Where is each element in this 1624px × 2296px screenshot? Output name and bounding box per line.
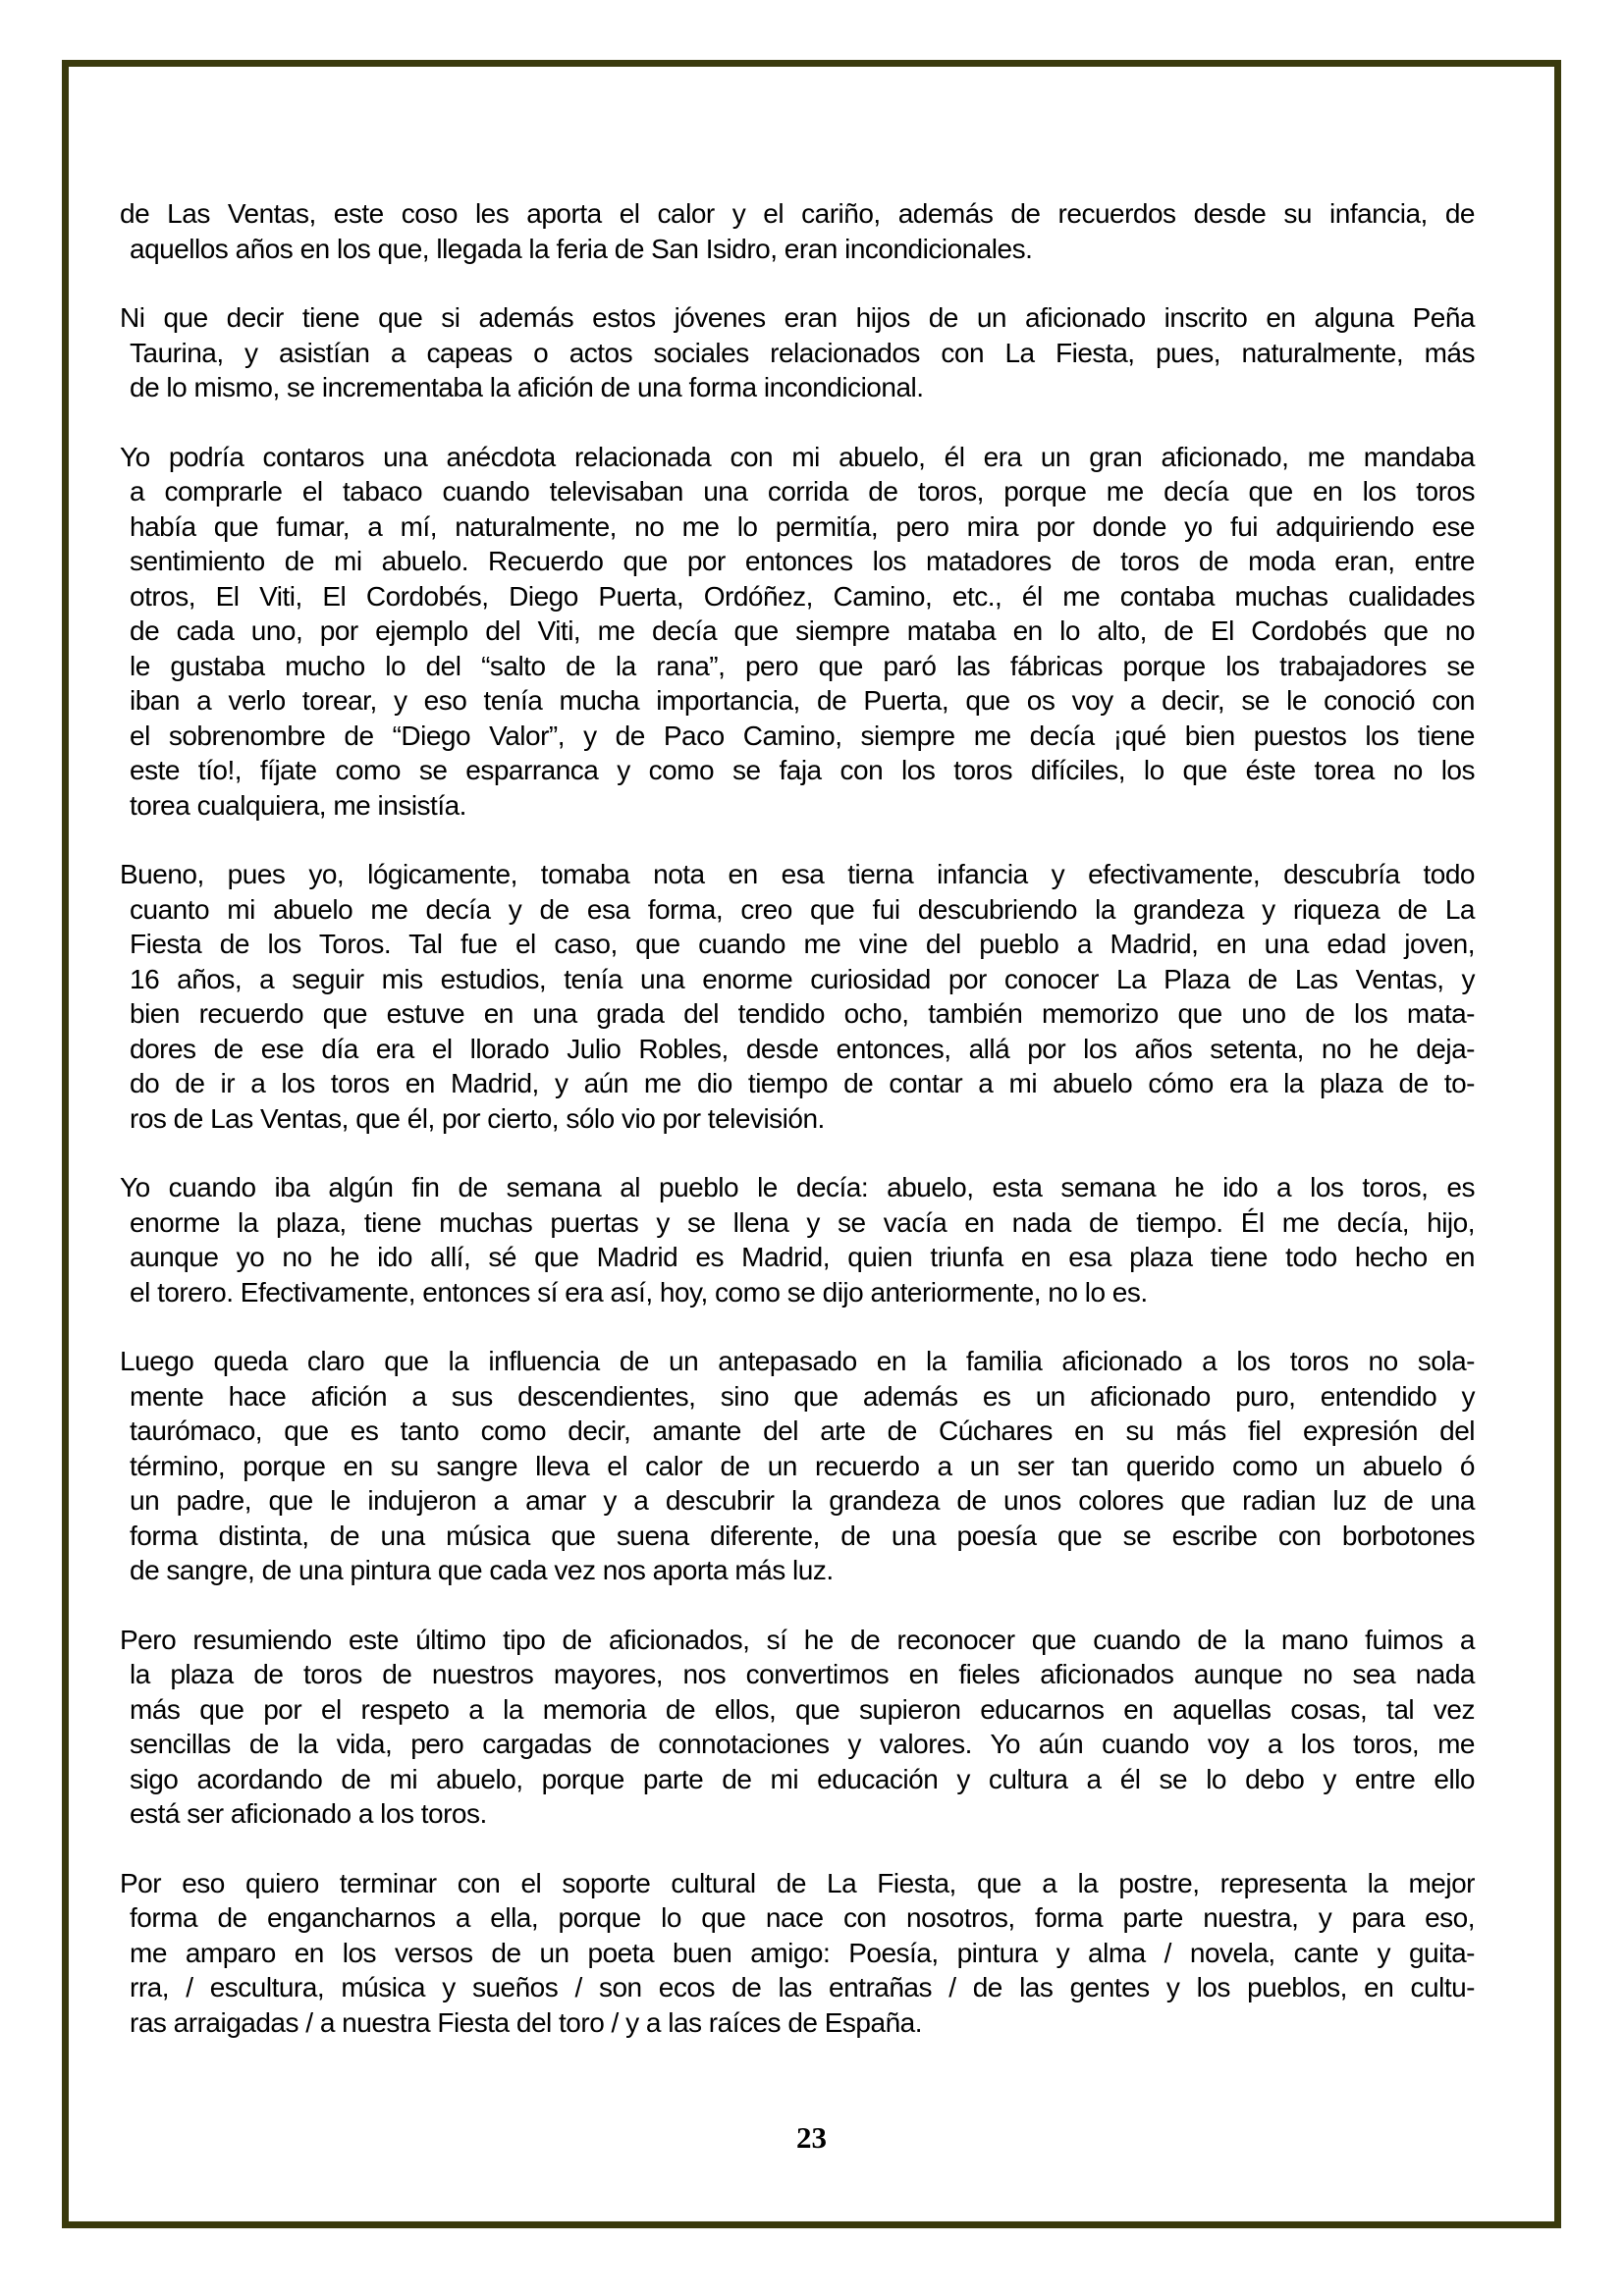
text-line: 16 años, a seguir mis estudios, tenía una enorme curiosidad por conocer La Plaza de Las Ventas, y: [130, 963, 1475, 994]
text-line: Ni que decir tiene que si además estos jóvenes eran hijos de un aficionado inscrito en alguna Peña: [120, 302, 1475, 333]
paragraph: [120, 440, 1475, 824]
text-line: do de ir a los toros en Madrid, y aún me dio tiempo de contar a mi abuelo cómo era la plaza de to-: [130, 1068, 1475, 1098]
paragraph: [120, 1344, 1475, 1588]
text-line: Yo podría contaros una anécdota relacionada con mi abuelo, él era un gran aficionado, me mandaba: [120, 441, 1475, 472]
text-line: el torero. Efectivamente, entonces sí era así, hoy, como se dijo anteriormente, no lo es.: [130, 1276, 1148, 1308]
text-line: sencillas de la vida, pero cargadas de connotaciones y valores. Yo aún cuando voy a los toros, me: [130, 1729, 1475, 1759]
text-line: más que por el respeto a la memoria de ellos, que supieron educarnos en aquellas cosas, tal vez: [130, 1693, 1475, 1725]
paragraph: [120, 1170, 1475, 1309]
text-line: un padre, que le indujeron a amar y a descubrir la grandeza de unos colores que radian luz de una: [130, 1485, 1475, 1516]
text-line: el sobrenombre de “Diego Valor”, y de Paco Camino, siempre me decía ¡qué bien puestos los tiene: [130, 720, 1475, 751]
text-line: dores de ese día era el llorado Julio Robles, desde entonces, allá por los años setenta, no he deja-: [130, 1033, 1475, 1064]
text-line: Luego queda claro que la influencia de un antepasado en la familia aficionado a los toros no sola-: [120, 1346, 1475, 1376]
text-line: iban a verlo torear, y eso tenía mucha importancia, de Puerta, que os voy a decir, se le conoció con: [130, 685, 1475, 716]
text-line: está ser aficionado a los toros.: [130, 1798, 487, 1829]
text-line: otros, El Viti, El Cordobés, Diego Puerta, Ordóñez, Camino, etc., él me contaba muchas cualidades: [130, 580, 1475, 612]
text-line: cuanto mi abuelo me decía y de esa forma, creo que fui descubriendo la grandeza y riqueza de La: [130, 893, 1475, 925]
text-line: mente hace afición a sus descendientes, sino que además es un aficionado puro, entendido y: [130, 1380, 1475, 1412]
text-line: enorme la plaza, tiene muchas puertas y se llena y se vacía en nada de tiempo. Él me decía, hijo,: [130, 1206, 1475, 1238]
body-text-column: [120, 196, 1475, 2074]
text-line: Pero resumiendo este último tipo de aficionados, sí he de reconocer que cuando de la mano fuimos a: [120, 1624, 1475, 1655]
text-line: me amparo en los versos de un poeta buen amigo: Poesía, pintura y alma / novela, cante y guita-: [130, 1937, 1475, 1968]
text-line: torea cualquiera, me insistía.: [130, 789, 466, 821]
text-line: forma de engancharnos a ella, porque lo que nace con nosotros, forma parte nuestra, y para eso,: [130, 1902, 1475, 1933]
text-line: este tío!, fíjate como se esparranca y como se faja con los toros difíciles, lo que éste torea no los: [130, 755, 1475, 785]
text-line: sigo acordando de mi abuelo, porque parte de mi educación y cultura a él se lo debo y entre ello: [130, 1763, 1475, 1794]
text-line: a comprarle el tabaco cuando televisaban una corrida de toros, porque me decía que en los toros: [130, 476, 1475, 507]
text-line: Taurina, y asistían a capeas o actos sociales relacionados con La Fiesta, pues, naturalmente, más: [130, 337, 1475, 368]
paragraph: [120, 196, 1475, 266]
text-line: aunque yo no he ido allí, sé que Madrid es Madrid, quien triunfa en esa plaza tiene todo hecho en: [130, 1242, 1475, 1272]
text-line: había que fumar, a mí, naturalmente, no me lo permitía, pero mira por donde yo fui adquiriendo ese: [130, 510, 1475, 542]
text-line: bien recuerdo que estuve en una grada del tendido ocho, también memorizo que uno de los mata-: [130, 998, 1475, 1029]
text-line: de cada uno, por ejemplo del Viti, me decía que siempre mataba en lo alto, de El Cordobés que no: [130, 615, 1475, 646]
text-line: sentimiento de mi abuelo. Recuerdo que por entonces los matadores de toros de moda eran, entre: [130, 546, 1475, 576]
text-line: aquellos años en los que, llegada la feria de San Isidro, eran incondicionales.: [130, 233, 1033, 264]
text-line: Yo cuando iba algún fin de semana al pueblo le decía: abuelo, esta semana he ido a los toros, es: [120, 1172, 1475, 1202]
text-line: ras arraigadas / a nuestra Fiesta del toro / y a las raíces de España.: [130, 2006, 922, 2038]
text-line: término, porque en su sangre lleva el calor de un recuerdo a un ser tan querido como un abuelo ó: [130, 1450, 1475, 1481]
text-line: Por eso quiero terminar con el soporte cultural de La Fiesta, que a la postre, representa la mejor: [120, 1867, 1475, 1898]
text-line: Bueno, pues yo, lógicamente, tomaba nota en esa tierna infancia y efectivamente, descubría todo: [120, 859, 1475, 889]
text-line: de Las Ventas, este coso les aporta el calor y el cariño, además de recuerdos desde su infancia, de: [120, 198, 1475, 229]
paragraph: [120, 857, 1475, 1136]
text-line: la plaza de toros de nuestros mayores, nos convertimos en fieles aficionados aunque no sea nada: [130, 1659, 1475, 1689]
text-line: ros de Las Ventas, que él, por cierto, sólo vio por televisión.: [130, 1102, 825, 1134]
text-line: Fiesta de los Toros. Tal fue el caso, que cuando me vine del pueblo a Madrid, en una edad joven,: [130, 929, 1475, 959]
paragraph: [120, 300, 1475, 405]
text-line: taurómaco, que es tanto como decir, amante del arte de Cúchares en su más fiel expresión del: [130, 1415, 1475, 1446]
paragraph: [120, 1623, 1475, 1832]
paragraph: [120, 1866, 1475, 2041]
text-line: de sangre, de una pintura que cada vez nos aporta más luz.: [130, 1555, 834, 1585]
text-line: de lo mismo, se incrementaba la afición de una forma incondicional.: [130, 372, 924, 402]
text-line: rra, / escultura, música y sueños / son ecos de las entrañas / de las gentes y los pueblos, en cultu-: [130, 1972, 1475, 2002]
page-number: 23: [796, 2120, 827, 2155]
text-line: le gustaba mucho lo del “salto de la rana”, pero que paró las fábricas porque los trabajadores se: [130, 650, 1475, 681]
text-line: forma distinta, de una música que suena diferente, de una poesía que se escribe con borbotones: [130, 1520, 1475, 1551]
